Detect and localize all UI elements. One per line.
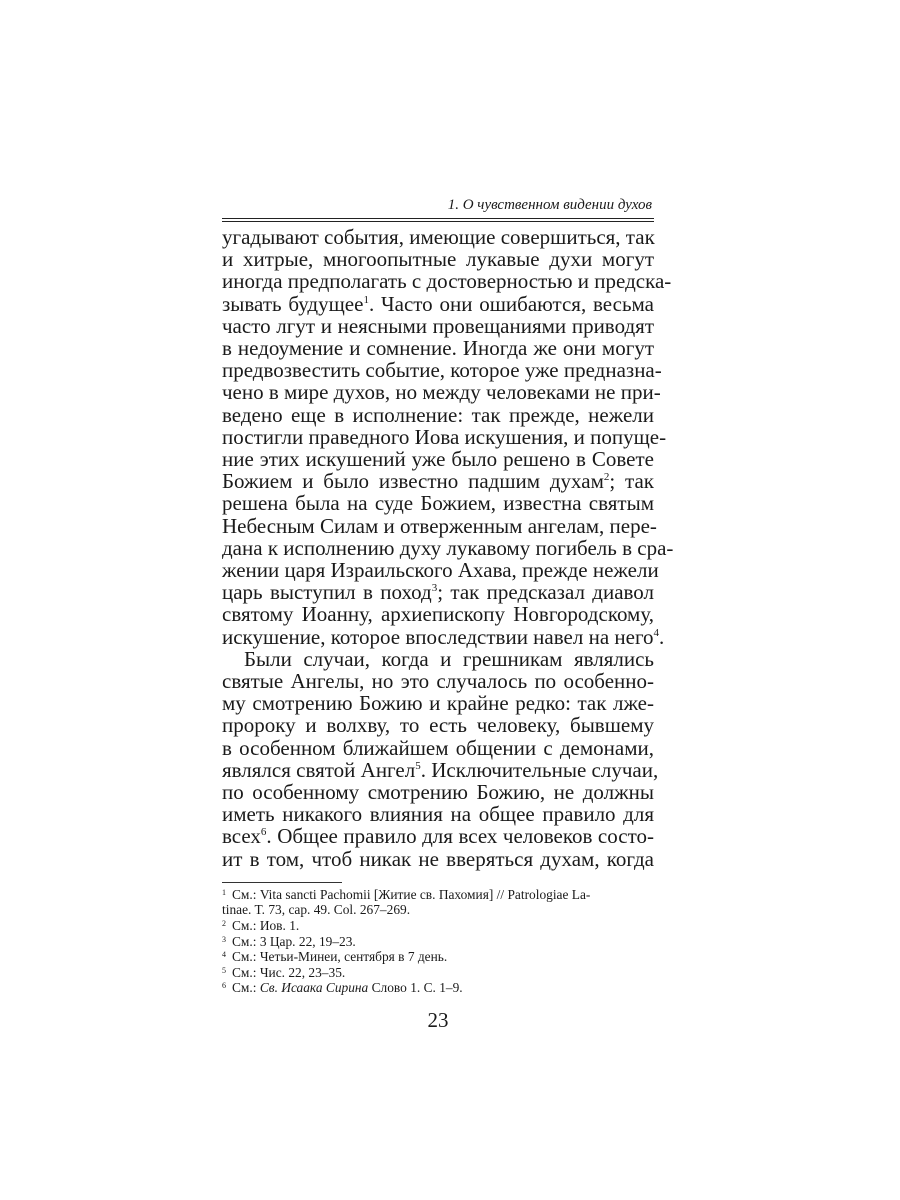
footnote-ref: 3	[431, 582, 438, 595]
footnote-1-continuation: tinae. T. 73, cap. 49. Col. 267–269.	[222, 902, 411, 918]
text-line: Были случаи, когда и грешникам являлись	[244, 646, 654, 671]
text-line: по особенному смотрению Божию, не должны	[222, 780, 654, 805]
text-line: святые Ангелы, но это случалось по особенно-	[222, 669, 654, 694]
text-line: решена была на суде Божием, известна святым	[222, 491, 654, 516]
text-line: предвозвестить событие, которое уже предназна-	[222, 358, 662, 383]
footnote-6: $^6$ См.: Св. Исаака Сирина Слово 1. С. 1–9.	[222, 980, 463, 996]
footnote-ref: 2	[603, 471, 610, 484]
text-line: искушение, которое впоследствии навел на него$^4$.	[222, 624, 665, 649]
footnote-ref: 5	[415, 759, 421, 772]
text-line: Божием и было известно падшим духам$^2$; так	[222, 469, 654, 494]
footnote-ref: 1	[363, 293, 369, 306]
text-line: жении царя Израильского Ахава, прежде нежели	[222, 558, 659, 583]
text-line: му смотрению Божию и крайне редко: так лже-	[222, 691, 654, 716]
footnote-1: $^1$ См.: Vita sancti Pachomii [Житие св. Пахомия] // Patrologiae La-	[222, 886, 591, 902]
text-line: чено в мире духов, но между человеками не при-	[222, 380, 661, 405]
footnote-ref: 4	[653, 626, 660, 639]
text-line: святому Иоанну, архиепископу Новгородскому,	[222, 602, 654, 627]
text-line: зывать будущее$^1$. Часто они ошибаются, весьма	[222, 291, 655, 316]
footnote-4: $^4$ См.: Четьи-Минеи, сентября в 7 день.	[222, 949, 448, 965]
footnote-rule	[222, 882, 342, 883]
text-line: ние этих искушений уже было решено в Совете	[222, 447, 654, 472]
text-line: угадывают события, имеющие совершиться, так	[222, 225, 655, 249]
text-line: Небесным Силам и отверженным ангелам, пере-	[222, 513, 657, 538]
text-line: в особенном ближайшем общении с демонами,	[222, 735, 654, 760]
text-line: и хитрые, многоопытные лукавые духи могут	[222, 247, 654, 272]
text-line: иногда предполагать с достоверностью и предска-	[222, 269, 672, 294]
footnote-ref: 6	[260, 826, 267, 839]
footnote-5: $^5$ См.: Чис. 22, 23–35.	[222, 964, 346, 980]
text-line: часто лгут и неясными провещаниями приводят	[222, 313, 654, 338]
text-line: являлся святой Ангел$^5$. Исключительные случаи,	[222, 757, 659, 782]
text-line: иметь никакого влияния на общее правило для	[222, 802, 654, 827]
text-line: всех$^6$. Общее правило для всех человеков состо-	[222, 824, 654, 849]
text-line: в недоумение и сомнение. Иногда же они могут	[222, 336, 654, 361]
footnotes	[222, 882, 654, 996]
text-line: царь выступил в поход$^3$; так предсказал диавол	[222, 580, 654, 605]
body-text	[222, 225, 674, 871]
text-line: ит в том, чтоб никак не вверяться духам, когда	[222, 846, 654, 871]
text-line: дана к исполнению духу лукавому погибель в сра-	[222, 535, 674, 560]
footnote-2: $^2$ См.: Иов. 1.	[222, 918, 300, 934]
footnote-3: $^3$ См.: 3 Цар. 22, 19–23.	[222, 933, 356, 949]
text-line: постигли праведного Иова искушения, и попуще-	[222, 424, 667, 449]
header-double-rule	[222, 218, 654, 222]
running-head-title: 1. О чувственном видении духов	[447, 197, 652, 213]
text-line: ведено еще в исполнение: так прежде, нежели	[222, 402, 654, 427]
book-page	[222, 196, 674, 1033]
page-number: 23	[427, 1008, 449, 1033]
text-line: пророку и волхву, то есть человеку, бывшему	[222, 713, 654, 738]
